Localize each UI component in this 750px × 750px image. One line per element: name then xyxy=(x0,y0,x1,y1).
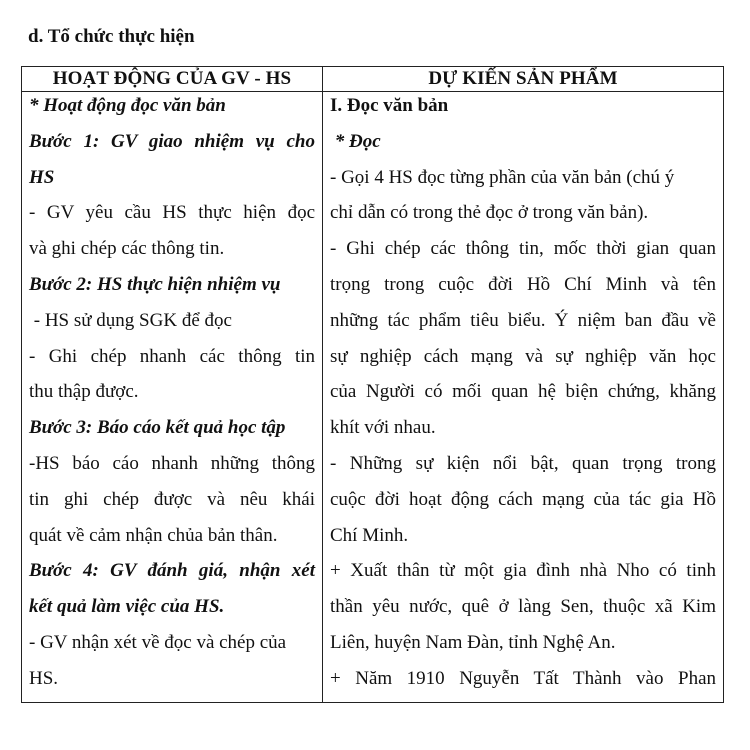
activity-line: quát về cảm nhận chủa bản thân. xyxy=(29,524,278,546)
activity-line: và ghi chép các thông tin. xyxy=(29,238,225,260)
activity-line: - Ghi chép nhanh các thông tin xyxy=(29,345,315,367)
activity-line: - GV yêu cầu HS thực hiện đọc xyxy=(29,202,315,224)
right-column-cell xyxy=(323,92,724,703)
product-line: - Những sự kiện nổi bật, quan trọng trong xyxy=(330,452,716,474)
product-line: Chí Minh. xyxy=(330,524,409,546)
product-line: + Năm 1910 Nguyễn Tất Thành vào Phan xyxy=(330,667,716,689)
product-line: trọng trong cuộc đời Hồ Chí Minh và tên xyxy=(330,273,716,295)
section-heading: d. Tổ chức thực hiện xyxy=(28,26,195,47)
product-line: - Gọi 4 HS đọc từng phần của văn bản (chú ý xyxy=(330,166,675,188)
product-line: chỉ dẫn có trong thẻ đọc ở trong văn bản). xyxy=(330,202,649,224)
activity-line: Bước 2: HS thực hiện nhiệm vụ xyxy=(29,273,281,295)
activity-table xyxy=(21,66,724,703)
activity-line: * Hoạt động đọc văn bản xyxy=(29,95,226,116)
header-teacher-student-activities: HOẠT ĐỘNG CỦA GV - HS xyxy=(22,67,323,92)
product-line: những tác phẩm tiêu biểu. Ý niệm ban đầu về xyxy=(330,309,716,331)
product-line: Liên, huyện Nam Đàn, tỉnh Nghệ An. xyxy=(330,631,616,653)
activity-line: - GV nhận xét về đọc và chép của xyxy=(29,631,287,653)
activity-line: Bước 4: GV đánh giá, nhận xét xyxy=(29,560,315,582)
activity-line: HS. xyxy=(29,667,59,689)
activity-line: Bước 1: GV giao nhiệm vụ cho xyxy=(29,130,315,152)
activity-line: kết quả làm việc của HS. xyxy=(29,596,225,618)
product-line: * Đọc xyxy=(330,130,381,152)
product-line: khít với nhau. xyxy=(330,417,436,439)
activity-line: -HS báo cáo nhanh những thông xyxy=(29,452,315,474)
left-column-cell xyxy=(22,92,323,703)
product-line: cuộc đời hoạt động cách mạng của tác gia Hồ xyxy=(330,488,716,510)
product-line: I. Đọc văn bản xyxy=(330,95,449,116)
product-line: sự nghiệp cách mạng và sự nghiệp văn học xyxy=(330,345,716,367)
product-line: thần yêu nước, quê ở làng Sen, thuộc xã Kim xyxy=(330,596,716,618)
header-expected-products: DỰ KIẾN SẢN PHẨM xyxy=(323,67,724,92)
product-line: + Xuất thân từ một gia đình nhà Nho có tinh xyxy=(330,560,716,582)
activity-line: Bước 3: Báo cáo kết quả học tập xyxy=(29,417,286,439)
activity-line: tin ghi chép được và nêu khái xyxy=(29,488,315,510)
table-row xyxy=(22,92,724,703)
product-line: của Người có mối quan hệ biện chứng, khăng xyxy=(330,381,716,403)
activity-line: thu thập được. xyxy=(29,381,139,403)
activity-line: - HS sử dụng SGK để đọc xyxy=(29,309,232,331)
activity-line: HS xyxy=(29,166,55,188)
product-line: - Ghi chép các thông tin, mốc thời gian quan xyxy=(330,238,716,260)
